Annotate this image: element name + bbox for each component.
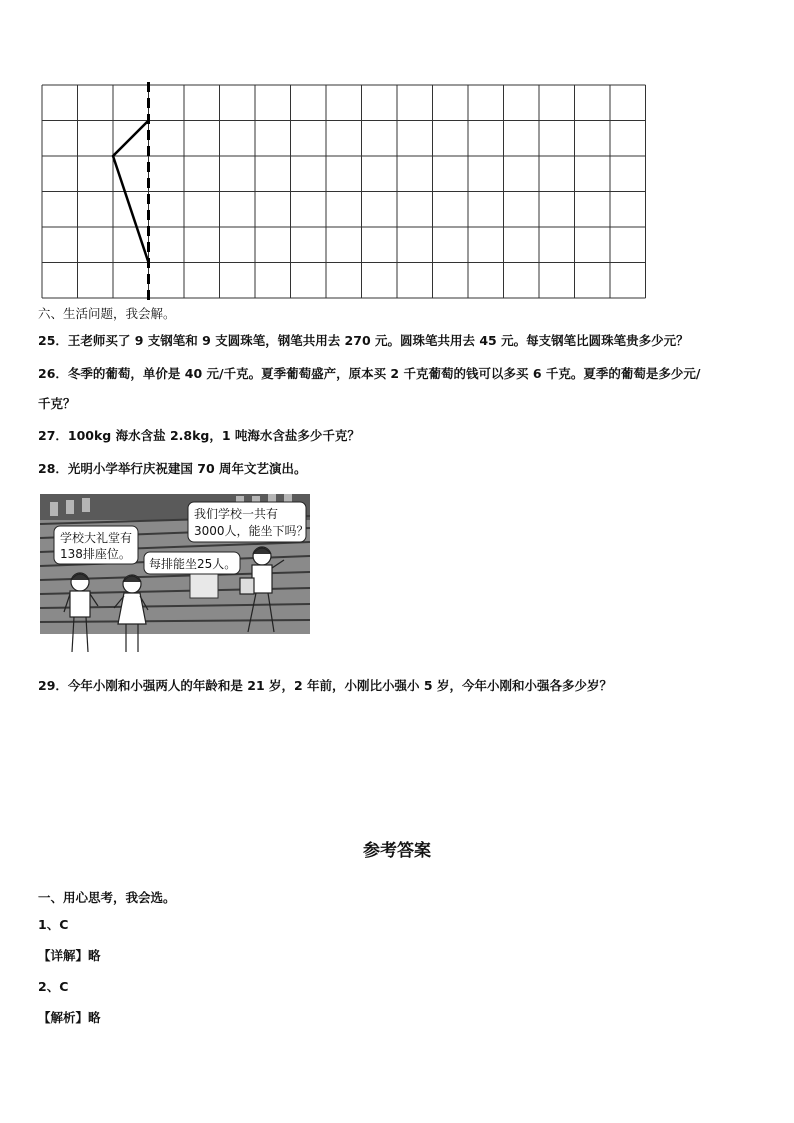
bubble-1-line-1: 学校大礼堂有 — [60, 531, 133, 545]
question-27-text: 100kg 海水含盐 2.8kg，1 吨海水含盐多少千克？ — [67, 428, 360, 443]
answer-1-note: 【详解】略 — [38, 948, 101, 963]
question-28-text: 光明小学举行庆祝建国 70 周年文艺演出。 — [67, 461, 307, 476]
question-29-text: 今年小刚和小强两人的年龄和是 21 岁，2 年前，小刚比小强小 5 岁，今年小刚和小强各多少岁？ — [67, 678, 612, 693]
floor — [40, 634, 310, 660]
bubble-3-line-2: 3000人，能坐下吗？ — [194, 524, 309, 538]
question-27-number: 27． — [38, 428, 68, 443]
question-27 — [38, 428, 360, 444]
answer-1-label: 1、C — [38, 917, 69, 932]
bubble-3-line-1: 我们学校一共有 — [194, 507, 279, 521]
symmetry-grid-figure — [40, 82, 650, 302]
question-26 — [38, 366, 700, 382]
question-25-text: 王老师买了 9 支钢笔和 9 支圆珠笔，钢笔共用去 270 元。圆珠笔共用去 45 元。每支钢笔比圆珠笔贵多少元？ — [67, 333, 689, 348]
auditorium-illustration — [40, 494, 310, 660]
question-29 — [38, 678, 612, 694]
answer-2-label: 2、C — [38, 979, 69, 994]
question-26-text: 冬季的葡萄，单价是 40 元/千克。夏季葡萄盛产，原本买 2 千克葡萄的钱可以多买 6 千克。夏季的葡萄是多少元/ — [67, 366, 701, 381]
question-25-number: 25． — [38, 333, 68, 348]
bubble-1-line-2: 138排座位。 — [60, 547, 131, 561]
section-six-heading: 六、生活问题，我会解。 — [38, 306, 176, 321]
question-26-number: 26． — [38, 366, 68, 381]
bubble-2-text: 每排能坐25人。 — [149, 557, 237, 571]
question-28-number: 28． — [38, 461, 68, 476]
answer-2-note: 【解析】略 — [38, 1010, 101, 1025]
question-26-continued: 千克？ — [38, 396, 76, 411]
question-29-number: 29． — [38, 678, 68, 693]
question-28 — [38, 461, 307, 477]
answers-section-one: 一、用心思考，我会选。 — [38, 890, 176, 905]
question-25 — [38, 333, 689, 349]
answer-title: 参考答案 — [363, 841, 431, 861]
